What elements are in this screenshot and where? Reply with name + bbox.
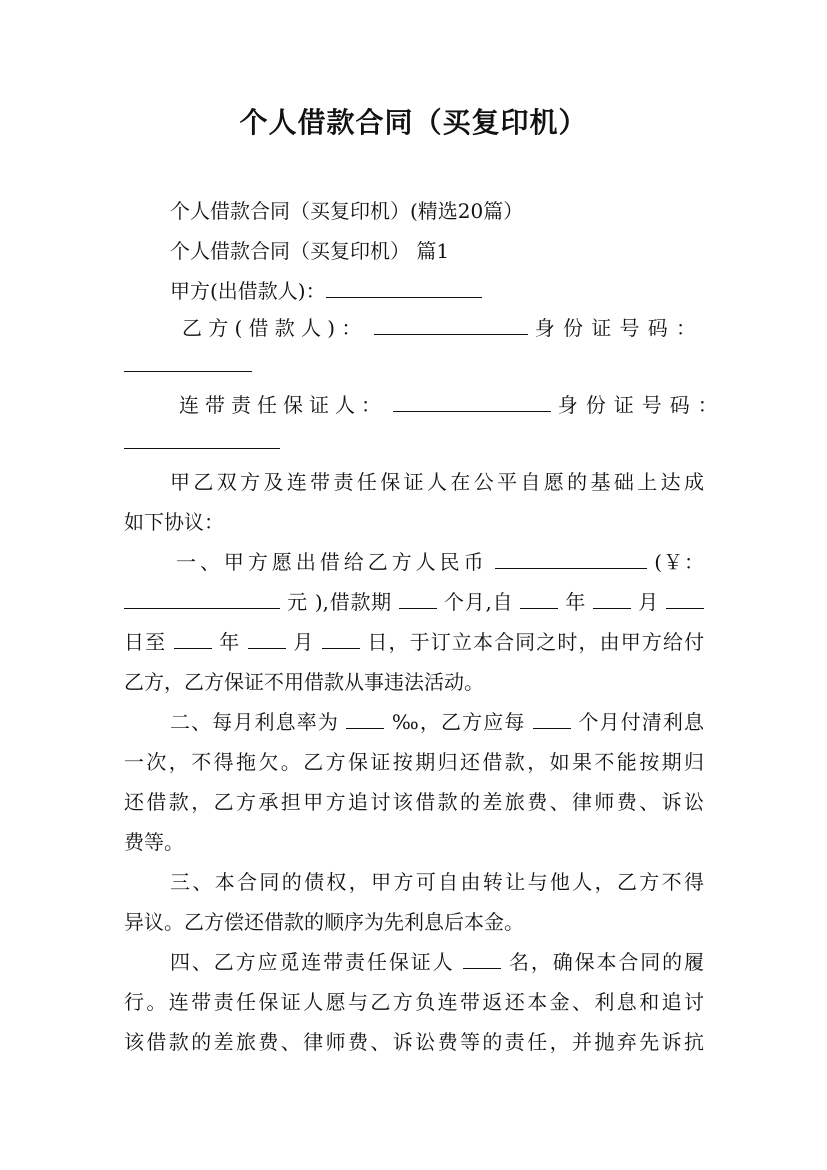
party-b-blank xyxy=(374,314,528,335)
clause1-amount-blank xyxy=(495,548,647,569)
clause1-start-year-blank xyxy=(520,588,558,609)
guarantor-line xyxy=(179,391,726,419)
clause4-line1 xyxy=(170,948,704,976)
guarantor-id-line xyxy=(124,428,704,456)
clause1-months-blank xyxy=(399,588,437,609)
clause1-end-year-label: 年 xyxy=(219,630,241,654)
clause1-month-label: 月 xyxy=(638,590,659,614)
clause4-count-text: 名，确保本合同的履 xyxy=(508,950,705,974)
clause1-year-label: 年 xyxy=(565,590,587,614)
party-b-id-blank xyxy=(124,351,252,372)
clause1-start-day-blank xyxy=(666,588,704,609)
clause1-line4: 乙方，乙方保证不用借款从事违法活动。 xyxy=(124,670,484,694)
clause1-end-day-blank xyxy=(322,628,360,649)
clause2-line2: 一次，不得拖欠。乙方保证按期归还借款，如果不能按期归 xyxy=(124,750,704,774)
document-title: 个人借款合同（买复印机） xyxy=(239,106,588,139)
clause1-text: 一、甲方愿出借给乙方人民币 xyxy=(176,550,488,574)
intro-line-2: 如下协议： xyxy=(124,510,224,534)
clause1-line2 xyxy=(124,588,704,616)
party-a-blank xyxy=(326,277,482,298)
clause2-rate-text: 二、每月利息率为 xyxy=(170,710,339,734)
party-a-line xyxy=(170,277,704,305)
party-b-id-line xyxy=(124,351,704,379)
clause4-guarantor-text: 四、乙方应觅连带责任保证人 xyxy=(170,950,455,974)
clause2-line3: 还借款，乙方承担甲方追讨该借款的差旅费、律师费、诉讼 xyxy=(124,790,704,814)
clause1-until-label: 日至 xyxy=(124,630,167,654)
clause1-unit: 元 ),借款期 xyxy=(287,590,392,614)
clause4-line2: 行。连带责任保证人愿与乙方负连带返还本金、利息和追讨 xyxy=(124,990,704,1014)
party-a-label: 甲方(出借款人)： xyxy=(170,279,326,303)
clause1-line3 xyxy=(124,628,704,656)
clause2-line1 xyxy=(170,708,704,736)
guarantor-id-label: 身份证号码： xyxy=(557,393,726,417)
clause2-rate-blank xyxy=(346,708,384,729)
clause1-end-year-blank xyxy=(174,628,212,649)
clause2-permille-text: ‰，乙方应每 xyxy=(391,710,526,734)
clause3-line2: 异议。乙方偿还借款的顺序为先利息后本金。 xyxy=(124,910,524,934)
party-b-line xyxy=(182,314,704,342)
clause2-period-blank xyxy=(533,708,571,729)
clause4-count-blank xyxy=(463,948,501,969)
clause1-start-month-blank xyxy=(593,588,631,609)
guarantor-label: 连带责任保证人： xyxy=(179,393,387,417)
clause2-line4: 费等。 xyxy=(124,830,184,854)
clause1-months-label: 个月,自 xyxy=(444,590,514,614)
clause1-day-text: 日，于订立本合同之时，由甲方给付 xyxy=(367,630,705,654)
clause1-end-month-blank xyxy=(248,628,286,649)
clause1-line1 xyxy=(176,548,704,576)
section-heading: 个人借款合同（买复印机） 篇1 xyxy=(170,239,450,263)
clause1-currency: (￥： xyxy=(654,550,704,574)
clause1-end-month-label: 月 xyxy=(293,630,315,654)
intro-line-1: 甲乙双方及连带责任保证人在公平自愿的基础上达成 xyxy=(170,470,704,494)
guarantor-id-blank xyxy=(124,428,280,449)
guarantor-blank xyxy=(393,391,551,412)
clause2-period-text: 个月付清利息 xyxy=(578,710,705,734)
clause3-line1: 三、本合同的债权，甲方可自由转让与他人，乙方不得 xyxy=(170,870,704,894)
document-subtitle: 个人借款合同（买复印机）(精选20篇） xyxy=(170,199,524,223)
clause4-line3: 该借款的差旅费、律师费、诉讼费等的责任，并抛弃先诉抗 xyxy=(124,1030,704,1054)
clause1-amount-figure-blank xyxy=(124,588,280,609)
party-b-label: 乙方(借款人)： xyxy=(182,316,368,340)
party-b-id-label: 身份证号码： xyxy=(534,316,705,340)
